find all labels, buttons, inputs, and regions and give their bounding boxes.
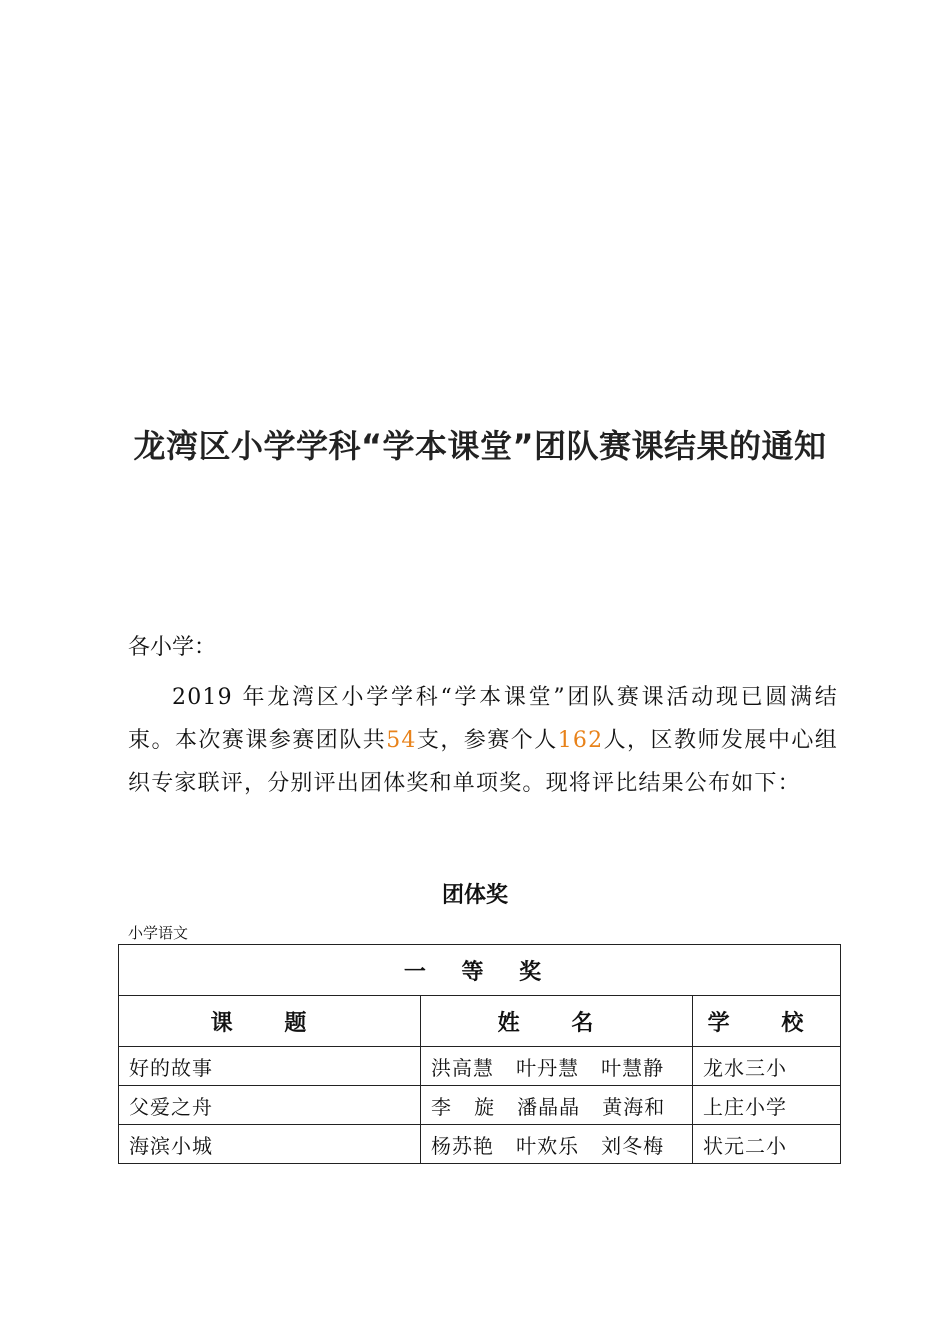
section-title: 团体奖 [441,883,508,908]
header-school: 学 校 [693,996,841,1047]
header-topic: 课 题 [119,996,421,1047]
subject-label: 小学语文 [128,924,189,942]
row-school: 上庄小学 [693,1086,841,1125]
header-names: 姓 名 [421,996,693,1047]
row-topic: 父爱之舟 [119,1086,421,1125]
intro-paragraph [128,676,838,805]
table-row [119,1086,841,1125]
row-names: 杨苏艳 叶欢乐 刘冬梅 [421,1125,693,1164]
intro-text-3: 人，区教师发展中心组织专家联评，分别评出团体奖和单项奖。现将评比结果公布如下： [128,728,839,796]
intro-text-1: 2019 年龙湾区小学学科“学本课堂”团队赛课活动现已圆满结束。本次赛课参赛团队共 [128,685,838,753]
row-school: 状元二小 [693,1125,841,1164]
team-count: 54 [386,728,417,753]
document-title: 龙湾区小学学科“学本课堂”团队赛课结果的通知 [133,427,827,465]
award-level-row [119,945,841,996]
award-table [118,944,841,1164]
individual-count: 162 [557,728,604,753]
table-header-row [119,996,841,1047]
row-names: 洪高慧 叶丹慧 叶慧静 [421,1047,693,1086]
row-topic: 海滨小城 [119,1125,421,1164]
row-topic: 好的故事 [119,1047,421,1086]
intro-text-2: 支，参赛个人 [416,728,558,753]
row-names: 李 旋 潘晶晶 黄海和 [421,1086,693,1125]
table-row [119,1047,841,1086]
row-school: 龙水三小 [693,1047,841,1086]
table-row [119,1125,841,1164]
salutation: 各小学： [128,635,217,660]
award-level: 一 等 奖 [119,945,841,996]
